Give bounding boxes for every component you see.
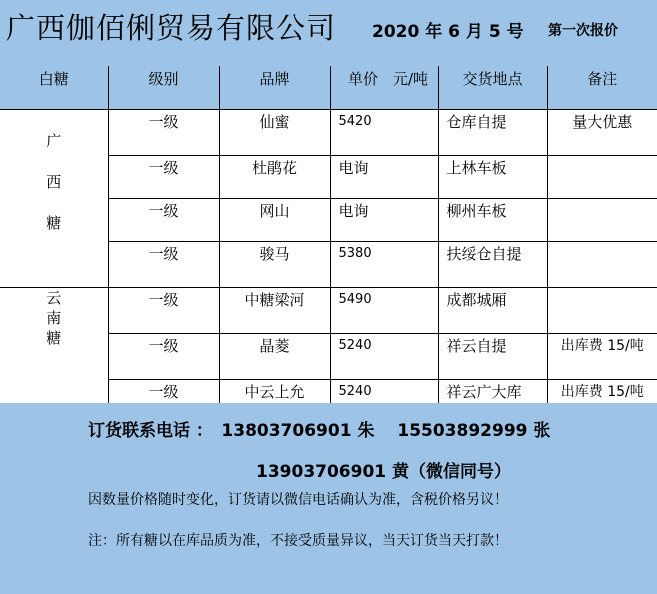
cell-price: 5240 <box>330 380 438 426</box>
cell-price: 电询 <box>330 199 438 242</box>
cell-price: 5240 <box>330 334 438 380</box>
cell-grade: 一级 <box>108 380 219 426</box>
cell-brand: 骏马 <box>219 242 330 288</box>
cell-delivery: 上林车板 <box>438 156 547 199</box>
cell-delivery: 祥云自提 <box>438 334 547 380</box>
footer-contact <box>0 403 657 594</box>
cell-remark: 量大优惠 <box>547 110 657 156</box>
contact-phone-wechat: 13903706901 黄（微信同号） <box>256 462 512 482</box>
cell-price: 5490 <box>330 288 438 334</box>
cell-brand: 中云上允 <box>219 380 330 426</box>
region-char: 西 <box>46 173 62 191</box>
cell-remark <box>547 242 657 288</box>
cell-price: 5380 <box>330 242 438 288</box>
region-char: 南 <box>46 309 62 327</box>
cell-delivery: 成都城厢 <box>438 288 547 334</box>
header-sugar: 白糖 <box>0 66 108 110</box>
header-brand: 品牌 <box>219 66 330 110</box>
cell-remark <box>547 288 657 334</box>
cell-grade: 一级 <box>108 156 219 199</box>
header-price: 单价 元/吨 <box>330 66 438 110</box>
cell-grade: 一级 <box>108 334 219 380</box>
company-name: 广西伽佰俐贸易有限公司 <box>6 11 337 45</box>
table-row <box>0 110 657 156</box>
cell-remark <box>547 199 657 242</box>
cell-delivery: 祥云广大库 <box>438 380 547 426</box>
cell-grade: 一级 <box>108 242 219 288</box>
price-note: 因数量价格随时变化，订货请以微信电话确认为准，含税价格另议！ <box>88 492 508 508</box>
cell-price: 电询 <box>330 156 438 199</box>
header-remark: 备注 <box>547 66 657 110</box>
cell-remark: 出库费 15/吨 <box>547 334 657 380</box>
table-row <box>0 288 657 334</box>
cell-remark <box>547 156 657 199</box>
region-guangxi <box>0 110 108 288</box>
cell-brand: 杜鹃花 <box>219 156 330 199</box>
header-grade: 级别 <box>108 66 219 110</box>
region-char: 糖 <box>46 329 62 347</box>
table-header-row <box>0 66 657 110</box>
price-table <box>0 66 657 426</box>
cell-price: 5420 <box>330 110 438 156</box>
cell-delivery: 扶绥仓自提 <box>438 242 547 288</box>
cell-delivery: 柳州车板 <box>438 199 547 242</box>
region-char: 糖 <box>46 214 62 232</box>
cell-brand: 仙蜜 <box>219 110 330 156</box>
cell-brand: 中糖梁河 <box>219 288 330 334</box>
region-char: 广 <box>46 132 62 150</box>
quote-date: 2020 年 6 月 5 号 <box>372 22 524 42</box>
cell-brand: 网山 <box>219 199 330 242</box>
cell-delivery: 仓库自提 <box>438 110 547 156</box>
cell-grade: 一级 <box>108 110 219 156</box>
region-char: 云 <box>46 289 62 307</box>
quote-round: 第一次报价 <box>548 23 618 39</box>
header-banner <box>0 0 657 67</box>
cell-remark: 出库费 15/吨 <box>547 380 657 426</box>
contact-phones: 订货联系电话 ： 13803706901 朱 15503892999 张 <box>88 421 551 441</box>
header-delivery: 交货地点 <box>438 66 547 110</box>
cell-grade: 一级 <box>108 288 219 334</box>
cell-brand: 晶菱 <box>219 334 330 380</box>
cell-grade: 一级 <box>108 199 219 242</box>
quality-note: 注：所有糖以在库品质为准，不接受质量异议，当天订货当天打款！ <box>88 533 508 549</box>
